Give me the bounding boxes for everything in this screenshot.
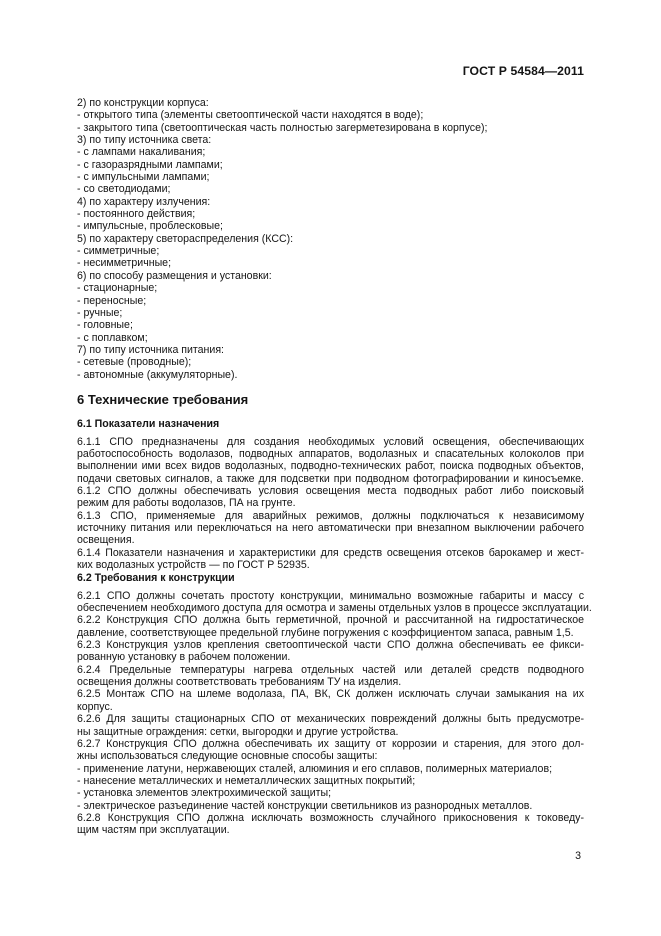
paragraph-6-1-4 bbox=[77, 547, 584, 572]
text-line: 6.2.5 Монтаж СПО на шлеме водолаза, ПА, ВК, СК должен исключать случаи замыкания на их bbox=[77, 688, 584, 701]
text-line: ких водолазных устройств — по ГОСТ Р 52935. bbox=[77, 559, 310, 572]
text-line: 6.2.6 Для защиты стационарных СПО от механических повреждений должны быть предусмотре- bbox=[77, 713, 584, 726]
paragraph-6-2-2 bbox=[77, 614, 584, 639]
subsection-heading: 6.2 Требования к конструкции bbox=[77, 572, 235, 585]
list-item: 2) по конструкции корпуса: bbox=[77, 97, 209, 109]
list-item: - с импульсными лампами; bbox=[77, 171, 210, 184]
page-body bbox=[77, 97, 592, 837]
paragraph-6-2-1 bbox=[77, 589, 592, 615]
subsection-heading: 6.1 Показатели назначения bbox=[77, 418, 220, 431]
paragraph-6-2-8 bbox=[77, 812, 584, 837]
paragraph-6-2-6 bbox=[77, 713, 584, 738]
text-line: 6.2.7 Конструкция СПО должна обеспечивать их защиту от коррозии и старения, для этого дол- bbox=[77, 737, 584, 750]
list-item: - ручные; bbox=[77, 306, 123, 319]
list-item: - с газоразрядными лампами; bbox=[77, 158, 223, 171]
list-item: - симметричные; bbox=[77, 245, 160, 258]
text-line: режим для работы водолазов, ПА на грунте. bbox=[77, 497, 296, 510]
list-item: - сетевые (проводные); bbox=[77, 356, 192, 369]
paragraph-6-1-3 bbox=[77, 510, 584, 547]
list-item: - с лампами накаливания; bbox=[77, 146, 206, 159]
text-line: 6.1.2 СПО должны обеспечивать условия освещения места подводных работ либо поисковый bbox=[77, 484, 584, 497]
text-line: корпус. bbox=[77, 700, 113, 713]
list-item: - импульсные, проблесковые; bbox=[77, 220, 223, 233]
section-heading: 6 Технические требования bbox=[77, 391, 249, 407]
list-item: - несимметричные; bbox=[77, 257, 172, 270]
text-line: обеспечением необходимого доступа для осмотра и замены отдельных узлов в процессе эксплуатации. bbox=[77, 602, 592, 615]
list-item: 7) по типу источника питания: bbox=[77, 343, 225, 356]
list-item: - с поплавком; bbox=[77, 331, 148, 344]
text-line: 6.1.3 СПО, применяемые для аварийных режимов, должны подключаться к независимому bbox=[77, 509, 584, 522]
text-line: рованную установку в рабочем положении. bbox=[77, 651, 291, 664]
text-line: 6.2.8 Конструкция СПО должна исключать возможность случайного прикосновения к токоведу- bbox=[77, 811, 584, 824]
text-line: подачи световых сигналов, а также для подсветки при подводном фотографировании и киносъемке. bbox=[77, 472, 584, 485]
list-item: 4) по характеру излучения: bbox=[77, 195, 211, 208]
text-line: освещения должны соответствовать требованиям ТУ на изделия. bbox=[77, 676, 402, 689]
text-line: 6.2.1 СПО должны сочетать простоту конструкции, минимально возможные габариты и массу с bbox=[77, 589, 584, 602]
list-item: - закрытого типа (светооптическая часть полностью загерметезирована в корпусе); bbox=[77, 121, 488, 134]
text-line: работоспособность водолазов, подводных аппаратов, водолазных и спасательных колоколов при bbox=[77, 447, 584, 460]
paragraph-6-2-5 bbox=[77, 688, 584, 713]
list-item: 3) по типу источника света: bbox=[77, 134, 212, 147]
paragraph-6-2-4 bbox=[77, 664, 584, 689]
paragraph-6-2-7 bbox=[77, 738, 584, 812]
list-item: - постоянного действия; bbox=[77, 208, 196, 221]
list-item: - нанесение металлических и неметаллических защитных покрытий; bbox=[77, 774, 416, 787]
list-item: - головные; bbox=[77, 319, 133, 332]
text-line: 6.1.1 СПО предназначены для создания необходимых условий освещения, обеспечивающих bbox=[77, 435, 584, 448]
text-line: 6.2.3 Конструкция узлов крепления светооптической части СПО должна обеспечивать ее фикси- bbox=[77, 639, 584, 652]
text-line: выполнении ими всех видов водолазных, подводно-технических работ, поиска подводных объектов, bbox=[77, 460, 584, 473]
list-item: - установка элементов электрохимической защиты; bbox=[77, 787, 332, 800]
document-code: ГОСТ Р 54584—2011 bbox=[462, 64, 584, 78]
text-line: давление, соответствующее предельной глубине погружения с коэффициентом запаса, равным 1,5. bbox=[77, 626, 574, 639]
list-item: - открытого типа (элементы светооптической части находятся в воде); bbox=[77, 109, 424, 122]
text-line: источнику питания или переключаться на него автоматически при внезапном выключении рабочего bbox=[77, 522, 584, 534]
paragraph-6-1-2 bbox=[77, 485, 584, 510]
text-line: жны использоваться следующие основные способы защиты: bbox=[77, 750, 378, 763]
list-item: - электрическое разъединение частей конструкции светильников из разнородных металлов. bbox=[77, 799, 533, 812]
paragraph-6-1-1 bbox=[77, 436, 584, 485]
text-line: освещения. bbox=[77, 534, 135, 547]
list-item: - стационарные; bbox=[77, 282, 158, 295]
list-item: - со светодиодами; bbox=[77, 183, 171, 196]
text-line: щим частям при эксплуатации. bbox=[77, 824, 230, 837]
text-line: ны защитные ограждения: сетки, выгородки и другие устройства. bbox=[77, 725, 399, 738]
list-item: 5) по характеру светораспределения (КСС): bbox=[77, 232, 294, 245]
list-item: 6) по способу размещения и установки: bbox=[77, 269, 272, 282]
text-line: 6.2.4 Предельные температуры нагрева отдельных частей или деталей средств подводного bbox=[77, 663, 584, 676]
page-number: 3 bbox=[575, 850, 581, 862]
list-item: - применение латуни, нержавеющих сталей, алюминия и его сплавов, полимерных материалов; bbox=[77, 762, 553, 775]
text-line: 6.1.4 Показатели назначения и характеристики для средств освещения отсеков барокамер и жест- bbox=[77, 546, 584, 559]
classification-list bbox=[77, 97, 584, 381]
paragraph-6-2-3 bbox=[77, 639, 584, 664]
list-item: - переносные; bbox=[77, 294, 147, 307]
list-item: - автономные (аккумуляторные). bbox=[77, 368, 238, 381]
text-line: 6.2.2 Конструкция СПО должна быть герметичной, прочной и рассчитанной на гидростатическое bbox=[77, 614, 584, 627]
